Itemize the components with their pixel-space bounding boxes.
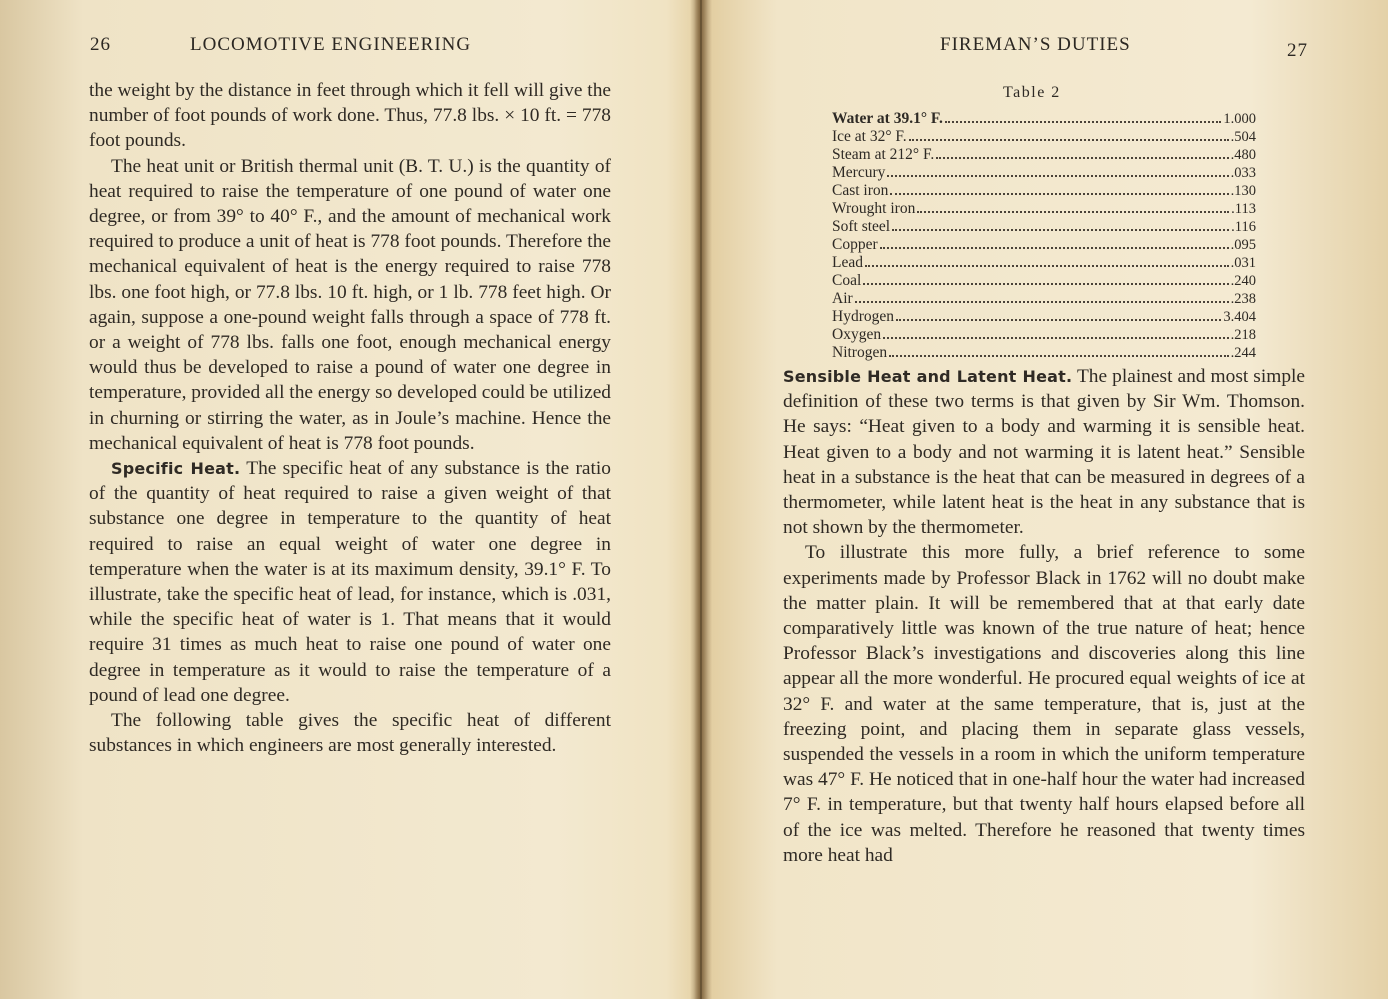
table-substance: Cast iron bbox=[832, 182, 889, 199]
dot-leader bbox=[887, 164, 1228, 177]
dot-leader bbox=[936, 146, 1228, 159]
table-value: .033 bbox=[1230, 165, 1256, 181]
table-substance: Wrought iron bbox=[832, 200, 916, 217]
table-substance: Water at 39.1° F. bbox=[832, 110, 943, 127]
paragraph-text: The plainest and most simple definition of these two terms is that given by Sir Wm. Thomson. He says: “Heat given to a body and warming it is sensible heat. Heat given to a body and not warming it is latent heat.” Sensible heat in a substance is the heat that can be measured in degrees of a thermometer, while latent heat is the heat in any substance that is not shown by the thermometer. bbox=[783, 366, 1306, 539]
dot-leader bbox=[909, 128, 1229, 141]
table-row bbox=[832, 344, 1256, 362]
right-page bbox=[700, 0, 1388, 999]
section-heading-specific-heat: Specific Heat. bbox=[111, 459, 241, 479]
paragraph bbox=[89, 154, 611, 456]
table-substance: Lead bbox=[832, 254, 863, 271]
table-row bbox=[832, 254, 1256, 272]
table-value: 3.404 bbox=[1223, 309, 1256, 325]
dot-leader bbox=[889, 344, 1229, 357]
table-value: .031 bbox=[1230, 255, 1256, 271]
dot-leader bbox=[892, 218, 1229, 231]
table-row bbox=[832, 290, 1256, 308]
dot-leader bbox=[890, 182, 1228, 195]
right-body-text bbox=[783, 364, 1305, 868]
table-row bbox=[832, 308, 1256, 326]
left-page-number: 26 bbox=[90, 34, 111, 55]
dot-leader bbox=[917, 200, 1229, 213]
table-value: .504 bbox=[1230, 129, 1256, 145]
section-heading-sensible-latent-heat: Sensible Heat and Latent Heat. bbox=[783, 367, 1073, 386]
table-substance: Air bbox=[832, 290, 853, 307]
table-value: .218 bbox=[1230, 327, 1256, 343]
table-value: .095 bbox=[1230, 237, 1256, 253]
paragraph-text: The following table gives the specific heat of different substances in which engineers are most generally interested. bbox=[89, 710, 611, 757]
table-row bbox=[832, 236, 1256, 254]
table-value: .238 bbox=[1230, 291, 1256, 307]
table-substance: Ice at 32° F. bbox=[832, 128, 907, 145]
paragraph bbox=[783, 364, 1305, 540]
left-body-text bbox=[89, 78, 611, 758]
table-substance: Nitrogen bbox=[832, 344, 888, 361]
table-row bbox=[832, 128, 1256, 146]
paragraph-text: To illustrate this more fully, a brief reference to some experiments made by Professor Black in 1762 will no doubt make the matter plain. It will be remembered that at that early date comparatively little was known of the true nature of heat; hence Professor Black’s investigations and discoveries along this line appear all the more wonderful. He procured equal weights of ice at 32° F. and water at the same temperature, that is, just at the freezing point, and placing them in separate glass vessels, suspended the vessels in a room in which the uniform temperature was 47° F. He noticed that in one-half hour the water had increased 7° F. in temperature, but that twenty half hours elapsed before all of the ice was melted. Therefore he reasoned that twenty times more heat had bbox=[783, 542, 1305, 866]
table-substance: Steam at 212° F. bbox=[832, 146, 935, 163]
table-substance: Mercury bbox=[832, 164, 886, 181]
dot-leader bbox=[883, 326, 1229, 339]
paragraph-text: The specific heat of any substance is the ratio of the quantity of heat required to raise a given weight of that substance one degree in temperature to the quantity of heat required to raise an equal weight of water one degree in temperature when the water is at its maximum density, 39.1° F. To illustrate, take the specific heat of lead, for instance, which is .031, while the specific heat of water is 1. That means that it would require 31 times as much heat to raise one pound of water one degree in temperature as it would to raise the temperature of a pound of lead one degree. bbox=[89, 458, 611, 706]
dot-leader bbox=[896, 308, 1221, 321]
table-row bbox=[832, 110, 1256, 128]
left-running-head: LOCOMOTIVE ENGINEERING bbox=[190, 34, 472, 55]
table-substance: Oxygen bbox=[832, 326, 882, 343]
table-substance: Soft steel bbox=[832, 218, 891, 235]
table-value: .130 bbox=[1230, 183, 1256, 199]
right-running-head: FIREMAN’S DUTIES bbox=[940, 34, 1131, 55]
dot-leader bbox=[880, 236, 1229, 249]
paragraph bbox=[89, 78, 611, 154]
table-row bbox=[832, 218, 1256, 236]
table-row bbox=[832, 146, 1256, 164]
table-substance: Copper bbox=[832, 236, 878, 253]
table-row bbox=[832, 272, 1256, 290]
table-row bbox=[832, 182, 1256, 200]
dot-leader bbox=[865, 254, 1229, 267]
table-value: .116 bbox=[1231, 219, 1256, 235]
right-page-number: 27 bbox=[1287, 40, 1308, 61]
table-substance: Coal bbox=[832, 272, 862, 289]
dot-leader bbox=[945, 110, 1222, 123]
paragraph bbox=[89, 708, 611, 758]
table-value: 1.000 bbox=[1223, 111, 1256, 127]
table-row bbox=[832, 200, 1256, 218]
table-value: .240 bbox=[1230, 273, 1256, 289]
dot-leader bbox=[855, 290, 1229, 303]
table-row bbox=[832, 164, 1256, 182]
specific-heat-table bbox=[832, 110, 1256, 362]
paragraph-text: The heat unit or British thermal unit (B. T. U.) is the quantity of heat required to raise the temperature of one pound of water one degree, or from 39° to 40° F., and the amount of mechanical work required to produce a unit of heat is 778 foot pounds. Therefore the mechanical equivalent of heat is the energy required to raise 778 lbs. one foot high, or 77.8 lbs. 10 ft. high, or 1 lb. 778 feet high. Or again, suppose a one-pound weight falls through a space of 778 ft. or a weight of 778 lbs. falls one foot, enough mechanical energy would thus be developed to raise a pound of water one degree in temperature, provided all the energy so developed could be utilized in churning or stirring the water, as in Joule’s machine. Hence the mechanical equivalent of heat is 778 foot pounds. bbox=[89, 155, 611, 454]
paragraph bbox=[89, 456, 611, 708]
table-title: Table 2 bbox=[1003, 84, 1061, 101]
paragraph-text: the weight by the distance in feet through which it fell will give the number of foot pounds of work done. Thus, 77.8 lbs. × 10 ft. = 778 foot pounds. bbox=[89, 80, 611, 152]
paragraph bbox=[783, 540, 1305, 868]
table-value: .480 bbox=[1230, 147, 1256, 163]
dot-leader bbox=[863, 272, 1228, 285]
table-substance: Hydrogen bbox=[832, 308, 894, 325]
table-row bbox=[832, 326, 1256, 344]
table-value: .244 bbox=[1230, 345, 1256, 361]
table-value: .113 bbox=[1231, 201, 1256, 217]
